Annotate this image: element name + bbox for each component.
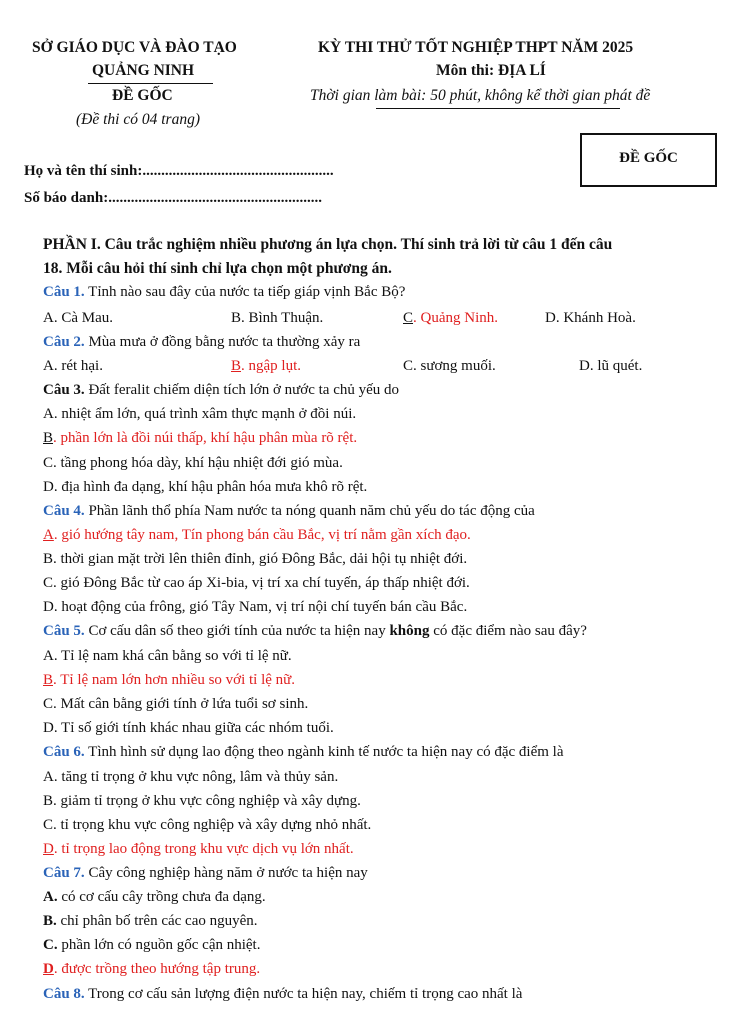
question-3-text: Đất feralit chiếm diện tích lớn ở nước ta chủ yếu do xyxy=(84,382,400,398)
question-7-number: Câu 7. xyxy=(43,865,85,881)
q2-option-a: A. rét hại. xyxy=(43,358,103,374)
q1-option-c xyxy=(403,310,498,327)
q5-option-b xyxy=(43,672,295,689)
q4-option-b: B. thời gian mặt trời lên thiên đỉnh, gió Đông Bắc, dải hội tụ nhiệt đới. xyxy=(43,551,468,567)
question-2 xyxy=(43,334,360,351)
candidate-id-label: Số báo danh: xyxy=(24,190,109,206)
question-1 xyxy=(43,284,405,301)
question-7 xyxy=(43,865,368,882)
q4-option-a-letter: A xyxy=(43,527,54,543)
exam-duration: Thời gian làm bài: 50 phút, không kể thời gian phát đề xyxy=(310,87,651,104)
q7-option-d-letter: D xyxy=(43,961,54,977)
exam-code-label: ĐỀ GỐC xyxy=(619,150,678,166)
q6-option-d-letter: D xyxy=(43,841,54,857)
question-2-text: Mùa mưa ở đồng bằng nước ta thường xảy ra xyxy=(84,334,361,350)
q7-option-a xyxy=(43,889,266,906)
q5-option-d: D. Tỉ số giới tính khác nhau giữa các nhóm tuổi. xyxy=(43,720,334,736)
q3-option-b xyxy=(43,430,357,447)
q6-option-c: C. tỉ trọng khu vực công nghiệp và xây dựng nhỏ nhất. xyxy=(43,817,372,833)
q5-option-b-letter: B xyxy=(43,672,54,688)
question-6-number: Câu 6. xyxy=(43,744,85,760)
original-exam-label: ĐỀ GỐC xyxy=(112,87,173,104)
q6-option-d-text: . tỉ trọng lao động trong khu vực dịch vụ lớn nhất. xyxy=(53,841,354,857)
department-name: SỞ GIÁO DỤC VÀ ĐÀO TẠO xyxy=(32,39,237,56)
q7-option-b-text: chỉ phân bố trên các cao nguyên. xyxy=(56,913,258,929)
q1-option-a: A. Cà Mau. xyxy=(43,310,113,326)
question-5 xyxy=(43,623,587,640)
q4-option-a xyxy=(43,527,471,544)
province-name: QUẢNG NINH xyxy=(92,62,195,79)
candidate-name-field xyxy=(24,163,334,180)
question-8-text: Trong cơ cấu sản lượng điện nước ta hiện nay, chiếm tỉ trọng cao nhất là xyxy=(84,986,523,1002)
candidate-name-dots: ................................................... xyxy=(142,163,334,179)
question-5-text-before: Cơ cấu dân số theo giới tính của nước ta hiện nay xyxy=(84,623,390,639)
q4-option-a-text: . gió hướng tây nam, Tín phong bán cầu Bắc, vị trí nằm gần xích đạo. xyxy=(53,527,471,543)
q3-option-d: D. địa hình đa dạng, khí hậu phân hóa mưa khô rõ rệt. xyxy=(43,479,368,495)
question-4-number: Câu 4. xyxy=(43,503,85,519)
q2-option-b-letter: B xyxy=(231,358,242,374)
question-8-number: Câu 8. xyxy=(43,986,85,1002)
candidate-name-label: Họ và tên thí sinh: xyxy=(24,163,143,179)
candidate-id-dots: ......................................................... xyxy=(108,190,322,206)
q2-option-c: C. sương muối. xyxy=(403,358,496,374)
header-divider-left xyxy=(88,83,213,84)
q2-option-b xyxy=(231,358,301,375)
q7-option-a-letter: A. xyxy=(43,889,58,905)
question-1-number: Câu 1. xyxy=(43,284,85,300)
q3-option-b-text: . phần lớn là đồi núi thấp, khí hậu phân mùa rõ rệt. xyxy=(53,430,358,446)
q6-option-b: B. giảm tỉ trọng ở khu vực công nghiệp và xây dựng. xyxy=(43,793,361,809)
q7-option-b-letter: B. xyxy=(43,913,57,929)
q7-option-a-text: có cơ cấu cây trồng chưa đa dạng. xyxy=(57,889,266,905)
question-1-text: Tỉnh nào sau đây của nước ta tiếp giáp vịnh Bắc Bộ? xyxy=(84,284,406,300)
q1-option-c-text: . Quảng Ninh. xyxy=(413,310,499,326)
question-5-text-bold: không xyxy=(389,623,430,639)
part1-instruction-line1: PHẦN I. Câu trắc nghiệm nhiều phương án lựa chọn. Thí sinh trả lời từ câu 1 đến câu xyxy=(43,236,613,253)
q5-option-b-text: . Tỉ lệ nam lớn hơn nhiều so với tỉ lệ nữ. xyxy=(53,672,296,688)
q4-option-d: D. hoạt động của frông, gió Tây Nam, vị trí nội chí tuyến bán cầu Bắc. xyxy=(43,599,468,615)
q5-option-a: A. Tỉ lệ nam khá cân bằng so với tỉ lệ nữ. xyxy=(43,648,292,664)
exam-code-box xyxy=(580,133,717,187)
part1-instruction-line2: 18. Mỗi câu hỏi thí sinh chỉ lựa chọn một phương án. xyxy=(43,260,392,277)
q3-option-c: C. tầng phong hóa dày, khí hậu nhiệt đới gió mùa. xyxy=(43,455,343,471)
exam-title: KỲ THI THỬ TỐT NGHIỆP THPT NĂM 2025 xyxy=(318,39,634,56)
question-4-text: Phần lãnh thổ phía Nam nước ta nóng quanh năm chủ yếu do tác động của xyxy=(84,503,535,519)
q7-option-c-letter: C. xyxy=(43,937,58,953)
question-4 xyxy=(43,503,535,520)
q2-option-b-text: . ngập lụt. xyxy=(241,358,302,374)
q1-option-c-letter: C xyxy=(403,310,414,326)
q3-option-b-letter: B xyxy=(43,430,54,446)
question-3 xyxy=(43,382,399,399)
q6-option-d xyxy=(43,841,354,858)
subject-title: Môn thi: ĐỊA LÍ xyxy=(436,62,546,79)
candidate-id-field xyxy=(24,190,322,207)
q6-option-a: A. tăng tỉ trọng ở khu vực nông, lâm và thủy sản. xyxy=(43,769,339,785)
q7-option-c xyxy=(43,937,260,954)
question-8 xyxy=(43,986,522,1003)
question-6 xyxy=(43,744,564,761)
question-5-text-after: có đặc điểm nào sau đây? xyxy=(429,623,587,639)
q4-option-c: C. gió Đông Bắc từ cao áp Xi-bia, vị trí xa chí tuyến, áp thấp nhiệt đới. xyxy=(43,575,470,591)
q1-option-b: B. Bình Thuận. xyxy=(231,310,324,326)
page-count-note: (Đề thi có 04 trang) xyxy=(76,111,200,128)
q7-option-d xyxy=(43,961,260,978)
q7-option-c-text: phần lớn có nguồn gốc cận nhiệt. xyxy=(57,937,261,953)
question-5-number: Câu 5. xyxy=(43,623,85,639)
question-3-number: Câu 3. xyxy=(43,382,85,398)
q2-option-d: D. lũ quét. xyxy=(579,358,643,374)
q3-option-a: A. nhiệt ẩm lớn, quá trình xâm thực mạnh ở đồi núi. xyxy=(43,406,357,422)
q5-option-c: C. Mất cân bằng giới tính ở lứa tuổi sơ sinh. xyxy=(43,696,309,712)
question-7-text: Cây công nghiệp hàng năm ở nước ta hiện nay xyxy=(84,865,368,881)
q7-option-b xyxy=(43,913,258,930)
q1-option-d: D. Khánh Hoà. xyxy=(545,310,636,326)
question-2-number: Câu 2. xyxy=(43,334,85,350)
header-divider-right xyxy=(376,108,620,109)
question-6-text: Tình hình sử dụng lao động theo ngành kinh tế nước ta hiện nay có đặc điểm là xyxy=(84,744,564,760)
q7-option-d-text: . được trồng theo hướng tập trung. xyxy=(53,961,261,977)
